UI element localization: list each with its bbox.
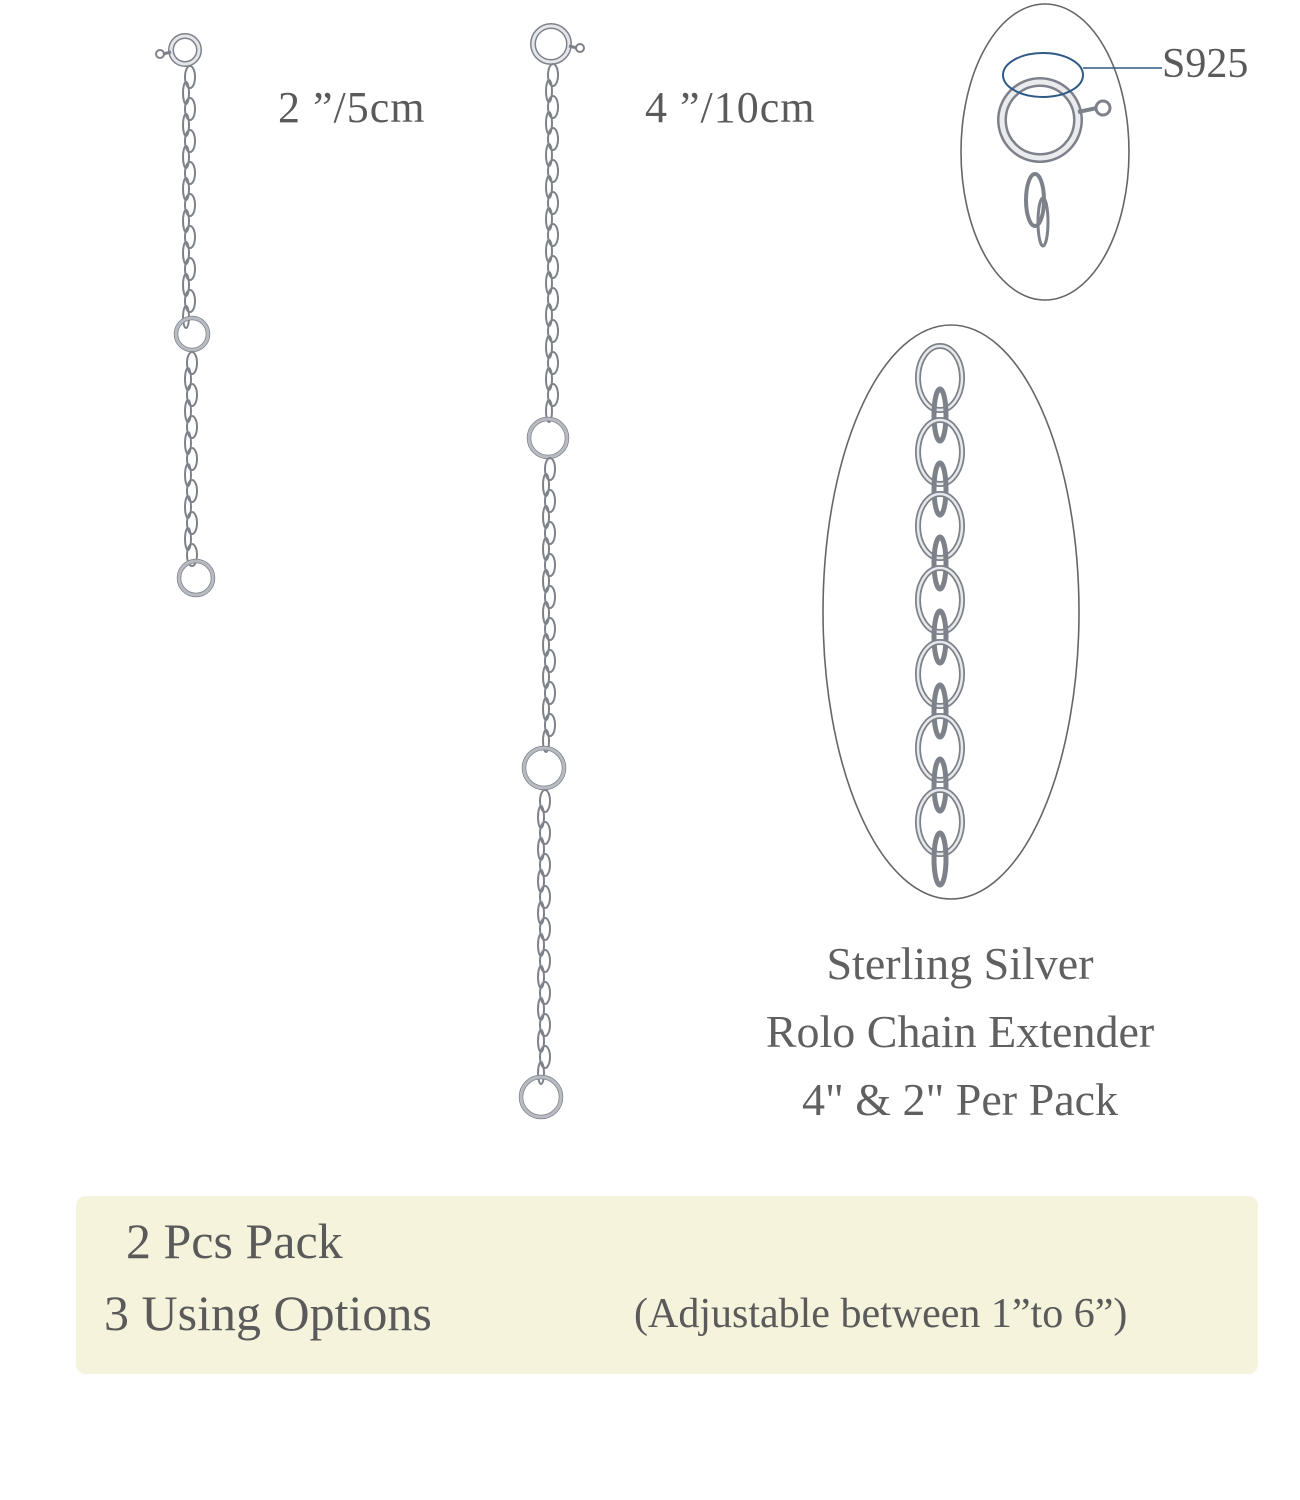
large-chain-link [934,685,946,737]
product-description [700,930,1220,1134]
large-chain-link [934,759,946,811]
large-chain-link [934,389,946,441]
chain-link [545,522,555,544]
chain-link [185,258,195,280]
chain-link [548,96,558,118]
chain-link [548,256,558,278]
chain-link [540,854,550,876]
chain-link [548,128,558,150]
chain-link [548,384,558,406]
chain-link [545,554,555,576]
chain-link [185,290,195,312]
chain-link [548,160,558,182]
chain-link [187,448,197,470]
s925-stamp-label: S925 [1162,41,1249,87]
stamp-highlight [1003,53,1083,97]
chain-link [548,288,558,310]
large-chain-link [934,537,946,589]
chain-link [545,650,555,672]
chain-link [540,950,550,972]
chain-link [540,1014,550,1036]
chain-link [187,352,197,374]
chain-link [540,918,550,940]
chain-link [545,714,555,736]
chain-link [540,790,550,812]
large-chain-link [934,463,946,515]
chain-link [187,384,197,406]
description-line-1: Sterling Silver [826,938,1094,989]
chain-link [185,194,195,216]
clasp-detail-callout [961,4,1162,300]
detail-oval [823,325,1079,899]
chain-link [185,130,195,152]
chain-link [187,416,197,438]
large-chain-link [934,611,946,663]
using-options-text: 3 Using Options [104,1285,432,1341]
chain-link [187,480,197,502]
adjustable-range-text: (Adjustable between 1”to 6”) [634,1291,1128,1337]
chain-link [548,352,558,374]
chain-link [545,490,555,512]
short-length-label: 2 ”/5cm [278,83,426,132]
chain-link [185,226,195,248]
chain-link [545,618,555,640]
long-length-label: 4 ”/10cm [645,83,816,132]
chain-link [548,64,558,86]
chain-link [545,682,555,704]
chain-link-detail-callout [823,325,1079,899]
long-chain-extender [521,26,584,1117]
chain-link [548,224,558,246]
chain-link [185,66,195,88]
description-line-2: Rolo Chain Extender [765,1006,1155,1057]
chain-link [187,512,197,534]
large-chain-link [934,833,946,885]
detail-oval [961,4,1129,300]
chain-link [540,886,550,908]
chain-link [185,162,195,184]
chain-link [548,192,558,214]
chain-link [540,1046,550,1068]
chain-link [545,586,555,608]
short-chain-extender [156,36,213,595]
pack-count-text: 2 Pcs Pack [126,1213,343,1269]
description-line-3: 4" & 2" Per Pack [801,1074,1119,1125]
chain-link [540,982,550,1004]
chain-link [540,822,550,844]
chain-link [545,458,555,480]
chain-link [185,98,195,120]
chain-link [548,320,558,342]
clasp-tab [1096,101,1110,115]
